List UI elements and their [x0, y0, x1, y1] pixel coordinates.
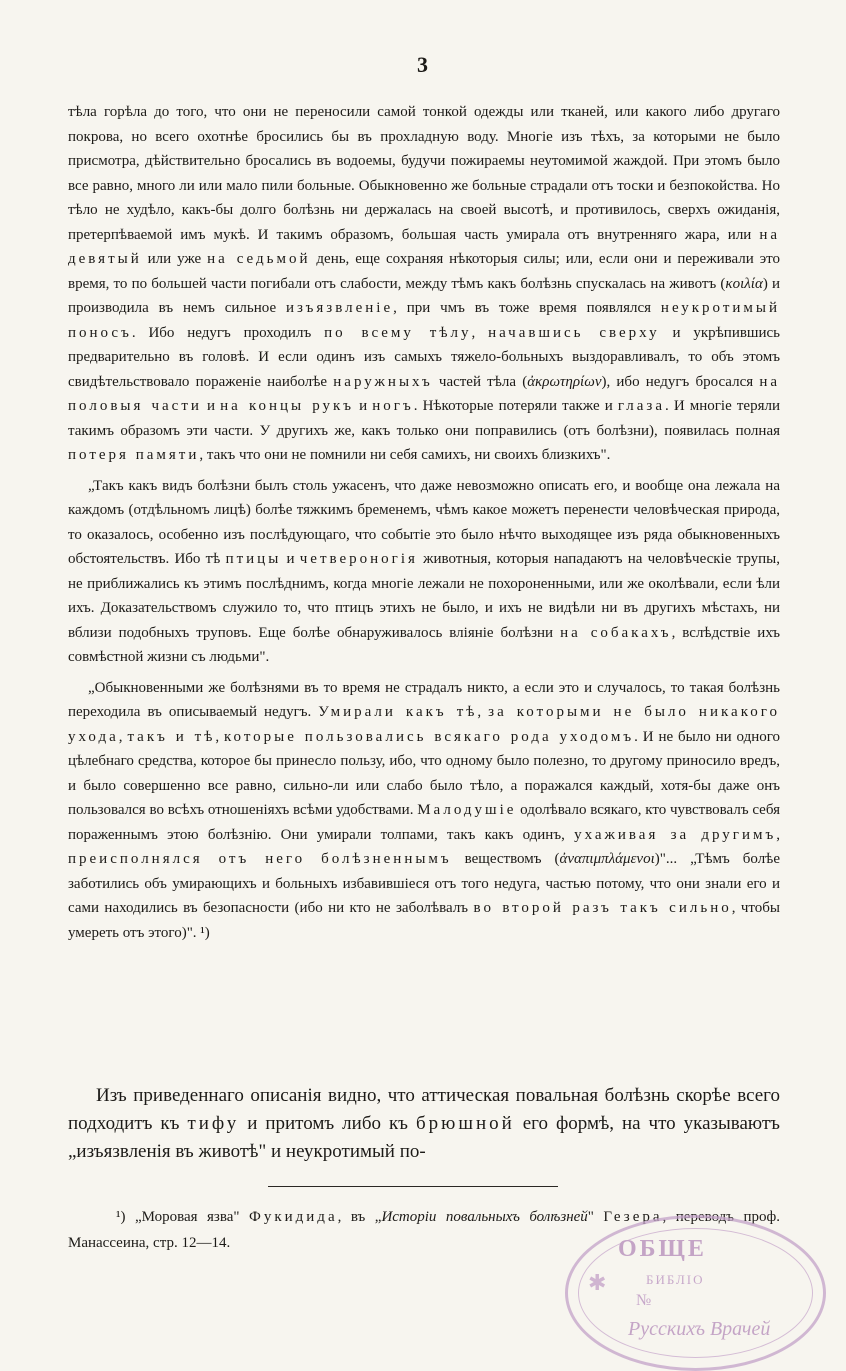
spaced-emphasis: брюшной — [415, 1113, 515, 1134]
spaced-emphasis: изъязвленіе — [285, 300, 394, 316]
text-run: и — [281, 551, 300, 567]
text-run: , — [471, 324, 489, 341]
spaced-emphasis: ногъ — [372, 398, 414, 414]
body-text — [68, 100, 780, 945]
text-run: и укрѣпившись предварительно въ головѣ. И если одинъ изъ самыхъ тяжело-больныхъ выздоравливалъ, то объ этомъ свидѣтельствовало пораженіе наиболѣе — [68, 324, 781, 390]
text-run: . И многіе теряли такимъ образомъ эти части. У другихъ же, какъ только они поправились (отъ болѣзни), появилась полная — [68, 398, 780, 439]
text-run: „Обыкновенными же болѣзнями въ то время не страдалъ никто, а если это и случалось, то такая болѣзнь переходила въ описываемый недугъ. — [68, 679, 780, 720]
spaced-emphasis: на концы рукъ — [220, 398, 355, 414]
spaced-emphasis: такъ и тѣ — [127, 728, 216, 745]
spaced-emphasis: тифу — [187, 1113, 240, 1134]
text-run: , вслѣдствіе ихъ совмѣстной жизни съ людьми". — [68, 624, 781, 665]
text-run: , такъ что они не помнили ни себя самихъ, ни своихъ близкихъ". — [199, 447, 611, 463]
italic-term: κοιλία — [725, 275, 763, 292]
stamp-line-2: БИБЛІО — [646, 1272, 705, 1287]
spaced-emphasis: по всему тѣлу — [324, 324, 472, 341]
page-number: 3 — [417, 52, 429, 77]
spaced-emphasis: во второй разъ такъ сильно — [473, 900, 732, 916]
spaced-emphasis: которые пользовались всякаго рода уходомъ — [224, 728, 635, 745]
text-run: . И не было ни одного цѣлебнаго средства, которое бы принесло пользу, ибо, что одному было полезно, то другому приносило вредъ, и было совершенно все равно, сильно-ли или слабо было тѣло, а поражался каждый, хотя-бы даже онъ пользовался во всѣхъ отношеніяхъ всѣми удобствами. — [68, 728, 781, 818]
text-run: ), ибо недугъ бросался — [601, 373, 760, 390]
spaced-emphasis: птицы — [225, 551, 282, 567]
text-run: )"... „Тѣмъ болѣе заботились объ умирающихъ и больныхъ избавившіеся отъ того недуга, частью потому, что они знали его и сами находились въ безопасности (ибо ни кто не заболѣвалъ — [68, 851, 780, 916]
text-run: . Нѣкоторые потеряли также и — [413, 398, 618, 414]
italic-term: ἀναπιμπλάμενοι — [559, 851, 655, 867]
text-run: ¹) „Моровая язва" — [116, 1209, 249, 1225]
paragraph — [68, 676, 780, 946]
spaced-emphasis: Умирали какъ тѣ — [318, 704, 478, 720]
spaced-emphasis: Малодушіе — [417, 802, 517, 818]
spaced-emphasis: Фукидида — [248, 1209, 338, 1225]
text-run: веществомъ ( — [451, 851, 560, 867]
paragraph — [68, 474, 780, 670]
text-run: или уже — [141, 251, 208, 267]
text-run: , — [118, 728, 128, 745]
library-stamp — [565, 1215, 826, 1371]
spaced-emphasis: глаза — [617, 398, 665, 414]
text-run: . Ибо недугъ проходилъ — [131, 324, 325, 341]
text-run: , — [477, 704, 489, 720]
spaced-emphasis: ухаживая за другимъ — [574, 826, 777, 843]
stamp-line-3: № — [636, 1292, 652, 1309]
italic-term: Исторіи повальныхъ болѣзней — [381, 1209, 588, 1225]
spaced-emphasis: четвероногія — [299, 551, 418, 567]
spaced-emphasis: начавшись сверху — [488, 324, 660, 341]
text-run: одолѣвало всякаго, кто чувствовалъ себя пораженнымъ этою болѣзнію. Они умирали толпами, такъ какъ одинъ, — [68, 802, 780, 843]
star-icon: ✱ — [588, 1270, 607, 1295]
spaced-emphasis: за которыми не было никакого ухода — [68, 704, 781, 745]
spaced-emphasis: на девятый — [68, 226, 780, 267]
text-run: Изъ приведеннаго описанія видно, что аттическая повальная болѣзнь скорѣе всего подходитъ къ — [68, 1085, 780, 1134]
text-run: и притомъ либо къ — [239, 1113, 416, 1134]
spaced-emphasis: на собакахъ — [560, 624, 672, 641]
text-run: его формѣ, на что указываютъ „изъязвленія въ животѣ" и неукротимый по- — [68, 1113, 780, 1162]
text-run: частей тѣла ( — [432, 373, 528, 390]
text-run: , переводъ проф. Манассеина, стр. 12—14. — [68, 1209, 781, 1251]
text-run: , чтобы умереть отъ этого)". ¹) — [68, 900, 780, 941]
spaced-emphasis: потеря памяти — [68, 447, 200, 463]
stamp-line-4: Русскихъ Врачей — [628, 1318, 771, 1340]
text-run: животныя, которыя нападаютъ на человѣческіе трупы, не приближались къ этимъ послѣднимъ, когда многіе лежали не похороненными, или же околѣвали, если ѣли ихъ. Доказательствомъ служило то, что птицъ этихъ не было, и ихъ не видѣли ни въ другихъ мѣстахъ, ни вблизи подобныхъ труповъ. Еще болѣе обнаруживалось вліяніе болѣзни — [68, 551, 780, 641]
spaced-emphasis: Гезера — [603, 1209, 663, 1225]
stamp-line-1: ОБЩЕ — [618, 1236, 707, 1262]
text-run: и — [354, 398, 373, 414]
text-run: и — [201, 398, 221, 414]
text-run: " — [587, 1209, 604, 1225]
text-run: , — [776, 826, 780, 843]
text-run: „Такъ какъ видъ болѣзни былъ столь ужасенъ, что даже невозможно описать его, и вообще она лежала на каждомъ (отдѣльномъ лицѣ) болѣе тяжкимъ бременемъ, чѣмъ какое можетъ перенести человѣческая природа, то оказалось, особенно изъ послѣдующаго, что событіе это было нѣчто выходящее изъ ряда обыкновенныхъ обстоятельствъ. Ибо тѣ — [68, 477, 780, 567]
paragraph — [68, 100, 780, 468]
text-run: ) и производила въ немъ сильное — [68, 275, 780, 316]
spaced-emphasis: на седьмой — [207, 251, 311, 267]
spaced-emphasis: неукротимый поносъ — [68, 300, 781, 341]
spaced-emphasis: наружныхъ — [333, 373, 433, 390]
text-run: тѣла горѣла до того, что они не переносили самой тонкой одежды или тканей, или какого либо другаго покрова, но всего охотнѣе бросились бы въ прохладную воду. Многіе изъ тѣхъ, за которыми не было присмотра, дѣйствительно бросались въ водоемы, будучи пожираемы неутомимой жаждой. При этомъ было все равно, много ли или мало пили больные. Обыкновенно же больные страдали отъ тоски и безпокойства. Но тѣло не худѣло, какъ-бы долго болѣзнь ни держалась на своей высотѣ, и противилось, сверхъ ожиданія, претерпѣваемой имъ мукѣ. И такимъ образомъ, большая часть умирала отъ внутренняго жара, или — [68, 104, 780, 243]
conclusion-paragraph — [68, 1082, 780, 1166]
text-run: , — [215, 728, 224, 745]
spaced-emphasis: преисполнялся отъ него болѣзненнымъ — [68, 851, 452, 867]
text-run: , въ „ — [337, 1209, 382, 1225]
spaced-emphasis: на половыя части — [68, 373, 780, 414]
italic-term: ἀκρωτηρίων — [527, 373, 602, 390]
footnote-rule — [268, 1186, 558, 1187]
text-run: день, еще сохраняя нѣкоторыя силы; или, если они и переживали это время, то по большей части погибали отъ слабости, между тѣмъ какъ болѣзнь спускалась на животъ ( — [68, 251, 780, 292]
text-run: , при чмъ въ тоже время появлялся — [393, 300, 661, 316]
